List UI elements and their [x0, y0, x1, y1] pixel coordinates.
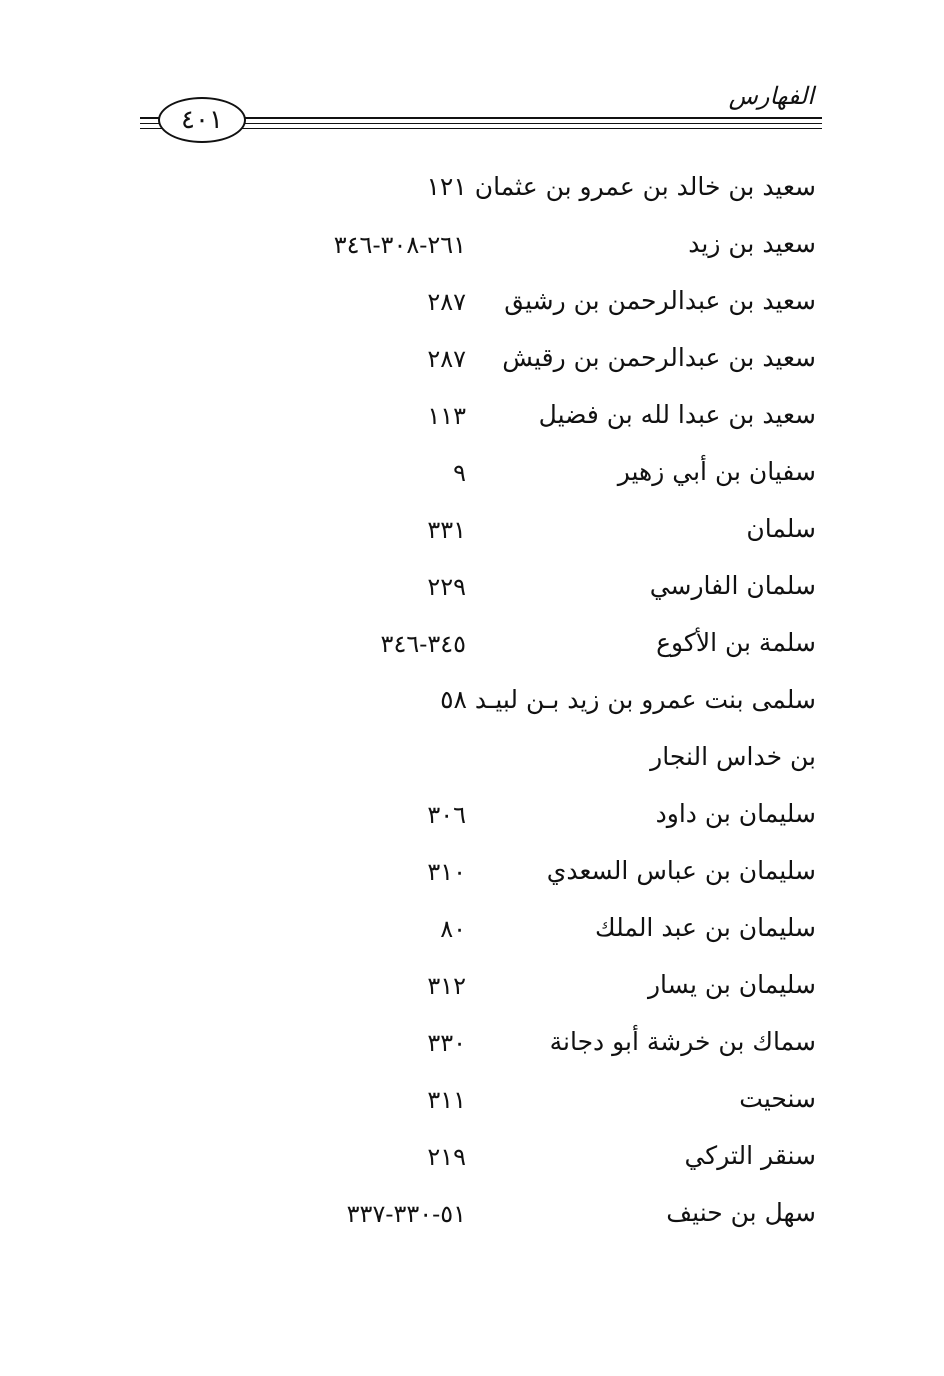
entry-pages: ٢١٩: [427, 1143, 466, 1171]
entry-name: سعيد بن زيد: [688, 229, 816, 258]
entry-pages: ٢٢٩: [427, 573, 466, 601]
entry-name: سهل بن حنيف: [666, 1198, 816, 1227]
entry-name: سعيد بن خالد بن عمرو بن عثمان ١٢١: [426, 172, 816, 201]
entry-pages: ١١٣: [427, 402, 466, 430]
entry-pages: ٣٤٥-٣٤٦: [380, 630, 466, 658]
index-entry: [0, 1129, 944, 1186]
index-entry: [0, 730, 944, 787]
page-number-oval: [158, 97, 246, 143]
entry-pages: ٨٠: [440, 915, 466, 943]
index-entry: [0, 958, 944, 1015]
entry-name: سليمان بن داود: [655, 799, 816, 828]
index-entry: [0, 388, 944, 445]
entry-pages: ٣١٢: [427, 972, 466, 1000]
index-entries: [0, 160, 944, 1243]
index-entry: [0, 502, 944, 559]
header-title: الفهارس: [728, 82, 814, 110]
entry-pages: ٢٨٧: [427, 288, 466, 316]
entry-pages: ٩: [453, 459, 466, 487]
index-entry: [0, 331, 944, 388]
entry-name: سعيد بن عبدالرحمن بن رقيش: [502, 343, 816, 372]
entry-name: سفيان بن أبي زهير: [617, 457, 816, 486]
entry-pages: ٣١١: [427, 1086, 466, 1114]
entry-pages: ٢٨٧: [427, 345, 466, 373]
entry-name: سليمان بن عبد الملك: [595, 913, 816, 942]
index-entry: [0, 673, 944, 730]
entry-name: سنقر التركي: [684, 1141, 816, 1170]
entry-pages: ٣١٠: [427, 858, 466, 886]
entry-name: سلمان: [746, 514, 816, 543]
index-entry: [0, 1072, 944, 1129]
entry-name: سماك بن خرشة أبو دجانة: [549, 1027, 816, 1056]
index-entry: [0, 559, 944, 616]
entry-pages: ٢٦١-٣٠٨-٣٤٦: [333, 231, 466, 259]
index-entry: [0, 844, 944, 901]
index-entry: [0, 274, 944, 331]
entry-name: سليمان بن عباس السعدي: [546, 856, 816, 885]
entry-pages: ٣٠٦: [427, 801, 466, 829]
entry-name: سعيد بن عبدا لله بن فضيل: [538, 400, 816, 429]
entry-pages: ٣٣٠: [427, 1029, 466, 1057]
entry-name: بن خداس النجار: [650, 742, 816, 771]
entry-name: سليمان بن يسار: [647, 970, 816, 999]
index-entry: [0, 160, 944, 217]
index-entry: [0, 901, 944, 958]
entry-name: سلمان الفارسي: [649, 571, 816, 600]
index-entry: [0, 217, 944, 274]
index-entry: [0, 616, 944, 673]
index-entry: [0, 1186, 944, 1243]
entry-name: سلمة بن الأكوع: [656, 628, 816, 657]
index-entry: [0, 445, 944, 502]
index-entry: [0, 1015, 944, 1072]
entry-name: سعيد بن عبدالرحمن بن رشيق: [504, 286, 816, 315]
index-entry: [0, 787, 944, 844]
entry-pages: ٣٣١: [427, 516, 466, 544]
entry-name: سنحيت: [739, 1084, 816, 1113]
entry-pages: ٥١-٣٣٠-٣٣٧: [346, 1200, 466, 1228]
entry-name: سلمى بنت عمرو بن زيد بـن لبيـد ٥٨: [440, 685, 816, 714]
page-number: ٤٠١: [181, 105, 223, 135]
